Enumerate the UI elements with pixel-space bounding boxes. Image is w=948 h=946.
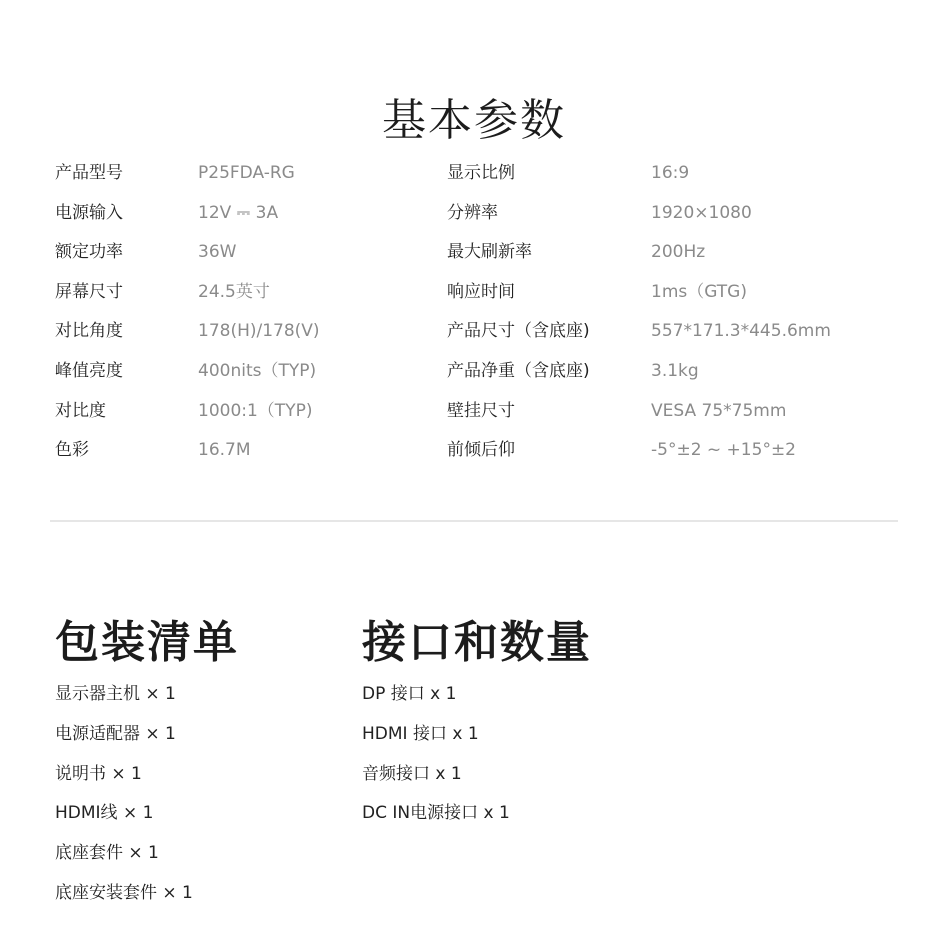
spec-value: 1000:1（TYP) [198, 400, 313, 421]
spec-label: 分辨率 [447, 202, 498, 223]
package-list-item: HDMI线 × 1 [55, 803, 154, 824]
section-divider [50, 520, 898, 522]
spec-value: 24.5英寸 [198, 281, 270, 302]
spec-value: 557*171.3*445.6mm [651, 321, 831, 342]
spec-value: -5°±2 ~ +15°±2 [651, 440, 796, 461]
page-title: 基本参数 [382, 95, 566, 147]
port-list-item: DP 接口 x 1 [362, 684, 457, 704]
spec-label: 最大刷新率 [447, 242, 532, 263]
spec-label: 响应时间 [447, 281, 515, 302]
spec-value: 1ms（GTG) [651, 281, 747, 302]
spec-label: 色彩 [55, 440, 89, 461]
package-list-item: 底座安装套件 × 1 [55, 882, 193, 903]
spec-label: 壁挂尺寸 [447, 400, 515, 421]
spec-value: 12V ⎓ 3A [198, 202, 279, 223]
port-list-item: 音频接口 x 1 [362, 763, 462, 784]
package-list-item: 底座套件 × 1 [55, 843, 159, 864]
spec-value: 16.7M [198, 440, 251, 461]
spec-value: P25FDA-RG [198, 163, 295, 183]
port-list-item: HDMI 接口 x 1 [362, 723, 479, 744]
spec-value: 1920×1080 [651, 202, 752, 223]
spec-label: 峰值亮度 [55, 360, 123, 381]
package-list-item: 说明书 × 1 [55, 763, 142, 784]
spec-value: 16:9 [651, 163, 690, 183]
spec-label: 前倾后仰 [447, 440, 515, 461]
spec-label: 屏幕尺寸 [55, 281, 123, 302]
package-list-item: 电源适配器 × 1 [55, 723, 176, 744]
spec-label: 对比角度 [55, 321, 123, 342]
ports-list [362, 676, 510, 835]
package-list [55, 676, 193, 915]
spec-value: 3.1kg [651, 360, 699, 381]
package-list-item: 显示器主机 × 1 [55, 684, 176, 704]
spec-label: 产品净重（含底座) [447, 360, 590, 381]
spec-value: 36W [198, 242, 237, 263]
package-list-title: 包装清单 [55, 616, 239, 668]
spec-value: 400nits（TYP) [198, 360, 317, 381]
spec-label: 对比度 [55, 400, 106, 421]
ports-title: 接口和数量 [362, 616, 592, 668]
spec-label: 电源输入 [55, 202, 123, 223]
spec-label: 显示比例 [447, 163, 515, 183]
spec-value: VESA 75*75mm [651, 400, 787, 421]
spec-label: 额定功率 [55, 242, 123, 263]
spec-label: 产品尺寸（含底座) [447, 321, 590, 342]
spec-value: 178(H)/178(V) [198, 321, 320, 342]
spec-label: 产品型号 [55, 163, 123, 183]
port-list-item: DC IN电源接口 x 1 [362, 803, 510, 824]
spec-value: 200Hz [651, 242, 706, 263]
